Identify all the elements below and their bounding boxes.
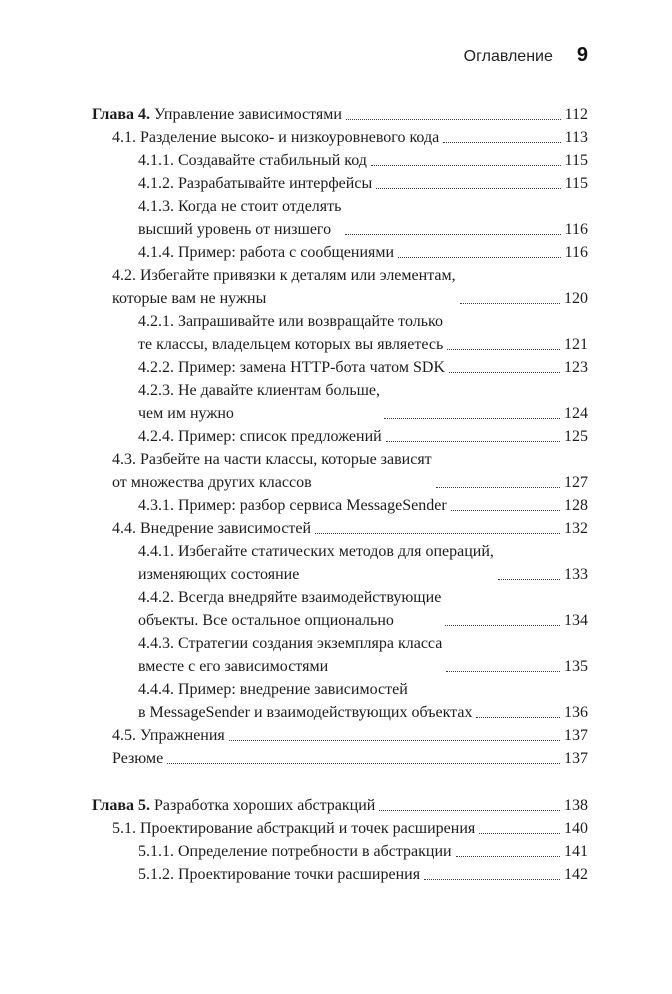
toc-entry-title: 5.1. Проектирование абстракций и точек расширения — [112, 820, 476, 837]
toc-entry-title-line1: 4.2.3. Не давайте клиентам больше, — [138, 382, 381, 399]
toc-entry-title: 4.1.2. Разрабатывайте интерфейсы — [138, 175, 373, 192]
dot-leader — [476, 717, 560, 718]
toc-entry-4-4-1[interactable] — [92, 540, 588, 586]
dot-leader — [456, 856, 560, 857]
dot-leader — [498, 579, 560, 580]
toc-entry-title-line1: 4.4.3. Стратегии создания экземпляра класса — [138, 635, 443, 652]
dot-leader — [167, 763, 560, 764]
toc-entry-summary[interactable] — [92, 747, 588, 770]
toc-entry-title-line1: 4.2. Избегайте привязки к деталям или элементам, — [112, 267, 456, 284]
toc-page-number: 141 — [564, 843, 588, 860]
dot-leader — [479, 833, 560, 834]
running-head-title: Оглавление — [463, 48, 553, 65]
toc-page-number: 121 — [564, 336, 588, 353]
dot-leader — [379, 810, 560, 811]
toc-entry-title: 4.1.1. Создавайте стабильный код — [138, 152, 367, 169]
toc-entry-title: 4.1. Разделение высоко- и низкоуровневого кода — [112, 129, 440, 146]
toc-entry-5-1-1[interactable] — [92, 840, 588, 863]
toc-page-number: 116 — [564, 221, 588, 238]
toc-page-number: 140 — [564, 820, 588, 837]
toc-entry-title-line1: 4.4.1. Избегайте статических методов для операций, — [138, 543, 494, 560]
toc-entry-title-line2: вместе с его зависимостями — [138, 658, 329, 675]
dot-leader — [451, 510, 560, 511]
chapter-title: Разработка хороших абстракций — [154, 797, 376, 814]
chapter-label: Глава 5. — [92, 797, 150, 814]
toc-page-number: 113 — [564, 129, 588, 146]
toc-entry-4-3-1[interactable] — [92, 494, 588, 517]
toc-entry-title: 4.1.4. Пример: работа с сообщениями — [138, 244, 395, 261]
toc-entry-4-1-3[interactable] — [92, 195, 588, 241]
toc-entry-4-1-2[interactable] — [92, 172, 588, 195]
toc-entry-4-4[interactable] — [92, 517, 588, 540]
toc-entry-title-line1: 4.2.1. Запрашивайте или возвращайте только — [138, 313, 443, 330]
toc-entry-title-line1: 4.4.4. Пример: внедрение зависимостей — [138, 681, 408, 698]
dot-leader — [376, 188, 560, 189]
toc-chapter-4[interactable] — [92, 103, 588, 126]
dot-leader — [443, 142, 560, 143]
toc-entry-4-4-2[interactable] — [92, 586, 588, 632]
toc-entry-title: 4.5. Упражнения — [112, 727, 225, 744]
toc-page-number: 123 — [564, 359, 588, 376]
dot-leader — [447, 349, 560, 350]
toc-entry-title-line2: от множества других классов — [112, 474, 312, 491]
toc-entry-title: 5.1.2. Проектирование точки расширения — [138, 866, 421, 883]
toc-entry-title: 4.3.1. Пример: разбор сервиса MessageSender — [138, 497, 447, 514]
dot-leader — [398, 257, 561, 258]
toc-entry-title-line1: 4.4.2. Всегда внедряйте взаимодействующие — [138, 589, 442, 606]
toc-page-number: 124 — [564, 405, 588, 422]
toc-entry-title: 4.4. Внедрение зависимостей — [112, 520, 312, 537]
toc-page-number: 136 — [564, 704, 588, 721]
toc-entry-title: Резюме — [112, 750, 164, 767]
toc-entry-5-1-2[interactable] — [92, 863, 588, 886]
toc-entry-4-2[interactable] — [92, 264, 588, 310]
toc-entry-5-1[interactable] — [92, 817, 588, 840]
toc-page-number: 142 — [564, 866, 588, 883]
toc-page-number: 128 — [564, 497, 588, 514]
dot-leader — [460, 303, 560, 304]
toc-page-number: 127 — [564, 474, 588, 491]
toc-entry-4-4-4[interactable] — [92, 678, 588, 724]
toc-entry-4-3[interactable] — [92, 448, 588, 494]
toc-page-number: 138 — [564, 797, 588, 814]
toc-page-number: 120 — [564, 290, 588, 307]
toc-page-number: 137 — [564, 750, 588, 767]
dot-leader — [384, 418, 560, 419]
toc-entry-title-line2: в MessageSender и взаимодействующих объектах — [138, 704, 473, 721]
dot-leader — [436, 487, 560, 488]
toc-page-number: 137 — [564, 727, 588, 744]
toc-entry-4-5[interactable] — [92, 724, 588, 747]
dot-leader — [424, 879, 560, 880]
toc-page-number: 125 — [564, 428, 588, 445]
toc-entry-4-2-3[interactable] — [92, 379, 588, 425]
dot-leader — [449, 372, 560, 373]
toc-entry-4-1[interactable] — [92, 126, 588, 149]
dot-leader — [445, 625, 560, 626]
toc-entry-title-line2: чем им нужно — [138, 405, 234, 422]
dot-leader — [229, 740, 560, 741]
toc-entry-4-1-4[interactable] — [92, 241, 588, 264]
toc-page-number: 115 — [564, 152, 588, 169]
table-of-contents — [92, 103, 588, 886]
dot-leader — [345, 234, 560, 235]
toc-entry-title: 4.2.2. Пример: замена HTTP-бота чатом SDK — [138, 359, 445, 376]
toc-entry-title-line2: те классы, владельцем которых вы являетесь — [138, 336, 444, 353]
toc-entry-title: 4.2.4. Пример: список предложений — [138, 428, 382, 445]
toc-page-number: 134 — [564, 612, 588, 629]
toc-entry-title-line1: 4.1.3. Когда не стоит отделять — [138, 198, 342, 215]
dot-leader — [346, 119, 561, 120]
toc-page-number: 115 — [564, 175, 588, 192]
page-number: 9 — [576, 44, 588, 66]
dot-leader — [446, 671, 560, 672]
toc-page-number: 132 — [564, 520, 588, 537]
toc-page-number: 112 — [564, 106, 588, 123]
running-head — [464, 44, 588, 67]
toc-entry-title-line2: которые вам не нужны — [112, 290, 267, 307]
toc-page-number: 135 — [564, 658, 588, 675]
toc-entry-title-line2: объекты. Все остальное опционально — [138, 612, 394, 629]
toc-entry-title-line2: изменяющих состояние — [138, 566, 300, 583]
toc-entry-4-2-4[interactable] — [92, 425, 588, 448]
dot-leader — [371, 165, 561, 166]
chapter-label: Глава 4. — [92, 106, 150, 123]
dot-leader — [315, 533, 560, 534]
toc-entry-4-1-1[interactable] — [92, 149, 588, 172]
chapter-spacer — [92, 770, 588, 794]
toc-entry-title-line1: 4.3. Разбейте на части классы, которые зависят — [112, 451, 432, 468]
toc-entry-4-2-2[interactable] — [92, 356, 588, 379]
dot-leader — [386, 441, 560, 442]
toc-entry-title: 5.1.1. Определение потребности в абстракции — [138, 843, 452, 860]
toc-entry-title-line2: высший уровень от низшего — [138, 221, 332, 238]
toc-page-number: 133 — [564, 566, 588, 583]
toc-entry-4-4-3[interactable] — [92, 632, 588, 678]
toc-chapter-5[interactable] — [92, 794, 588, 817]
toc-page-number: 116 — [564, 244, 588, 261]
toc-entry-4-2-1[interactable] — [92, 310, 588, 356]
chapter-title: Управление зависимостями — [154, 106, 342, 123]
